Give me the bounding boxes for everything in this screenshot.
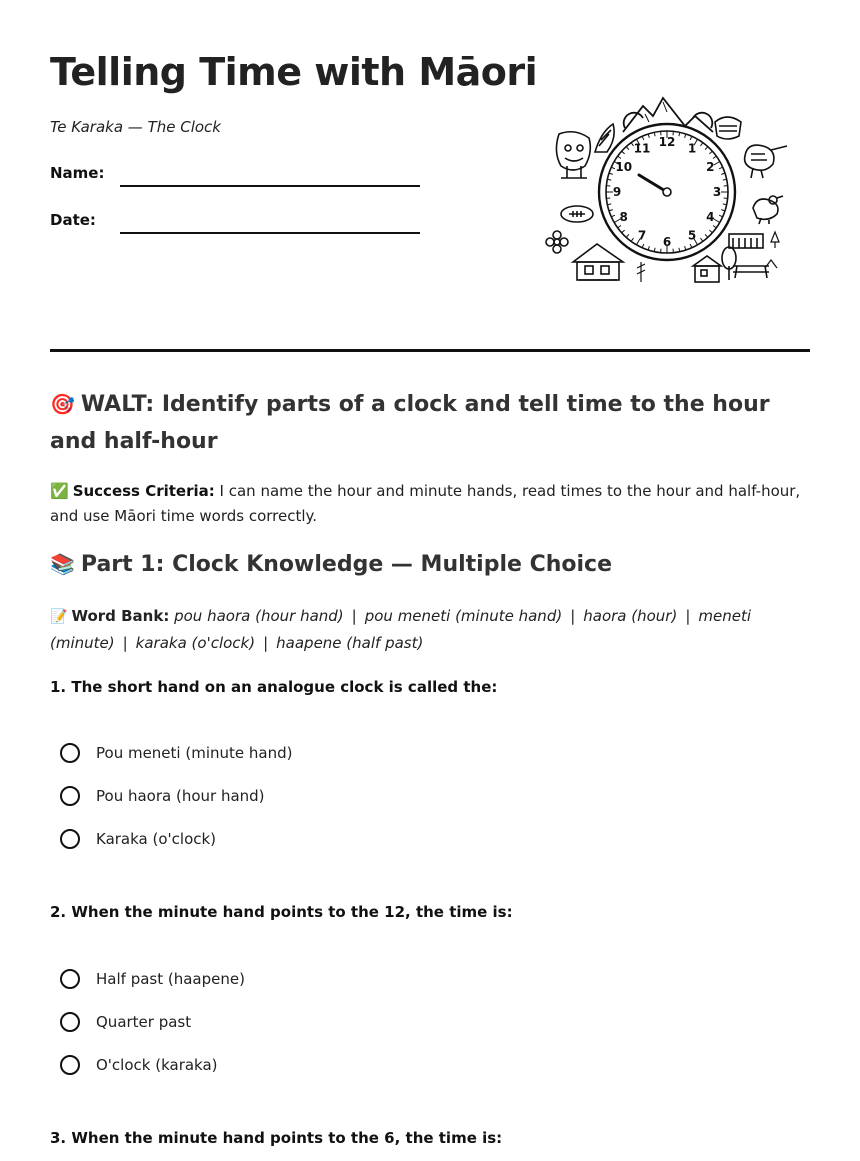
option-label: O'clock (karaka) [96, 1056, 218, 1074]
clock-tick [685, 246, 686, 250]
header-divider [50, 349, 810, 352]
option-label: Quarter past [96, 1013, 192, 1031]
clock-tick [719, 167, 723, 169]
clock-tick [609, 173, 613, 174]
clock-number: 9 [612, 185, 622, 199]
clock-tick [719, 215, 723, 217]
part1-title: Part 1: Clock Knowledge — Multiple Choice [80, 552, 612, 577]
clock-tick [709, 230, 712, 233]
clock-tick [705, 147, 708, 150]
target-icon: 🎯 [50, 392, 75, 416]
walt-text: WALT: Identify parts of a clock and tell time to the hour and half-hour [50, 392, 770, 454]
clock-tick [611, 215, 615, 217]
clock-illustration [545, 92, 795, 292]
success-criteria [50, 479, 810, 529]
clock-tick [626, 234, 629, 237]
success-text: I can name the hour and minute hands, read times to the hour and half-hour, and use Māori time words correctly. [50, 482, 801, 525]
clock-tick [685, 134, 686, 138]
q2-option-2[interactable] [60, 1009, 191, 1035]
success-label: Success Criteria: [72, 482, 215, 500]
clock-number: 7 [637, 228, 647, 243]
clock-number: 10 [615, 160, 633, 174]
page-title: Telling Time with Māori [50, 50, 538, 94]
clock-tick [648, 134, 649, 138]
clock-tick [626, 147, 629, 150]
walt-heading [50, 386, 810, 460]
clock-number: 8 [619, 210, 628, 224]
radio-button[interactable] [60, 829, 80, 849]
clock-number: 4 [706, 210, 715, 224]
name-field[interactable] [120, 185, 420, 187]
clock-number: 1 [687, 141, 697, 156]
clock-tick [713, 156, 716, 158]
clock-tick [713, 226, 716, 228]
clock-tick [648, 246, 649, 250]
clock-number: 2 [706, 160, 715, 174]
wordbank-separator: | [263, 634, 269, 652]
wordbank-term: haapene (half past) [276, 634, 424, 652]
name-label: Name: [50, 164, 105, 182]
clock-tick [631, 238, 633, 241]
option-label: Pou meneti (minute hand) [96, 744, 293, 762]
question-1: 1. The short hand on an analogue clock is called the: [50, 678, 498, 696]
clock-tick [609, 210, 613, 211]
clock-number: 3 [712, 185, 722, 199]
wordbank-term: karaka (o'clock) [135, 634, 256, 652]
clock-tick [721, 210, 725, 211]
clock-tick [642, 244, 644, 248]
clock-tick [690, 244, 692, 248]
wordbank-separator: | [351, 607, 357, 625]
clock-tick [721, 173, 725, 174]
wordbank-term: meneti (minute) [50, 607, 752, 652]
option-label: Pou haora (hour hand) [96, 787, 265, 805]
clock-tick [618, 226, 621, 228]
date-label: Date: [50, 211, 96, 229]
clock-number: 11 [633, 141, 651, 156]
clock-tick [705, 234, 708, 237]
clock-number: 6 [662, 235, 672, 249]
radio-button[interactable] [60, 1055, 80, 1075]
wordbank-label: Word Bank: [71, 607, 170, 625]
wordbank-term: haora (hour) [583, 607, 678, 625]
check-icon: ✅ [50, 482, 69, 500]
radio-button[interactable] [60, 969, 80, 989]
q1-option-3[interactable] [60, 826, 216, 852]
radio-button[interactable] [60, 1012, 80, 1032]
memo-icon: 📝 [50, 609, 68, 625]
clock-tick [701, 143, 703, 146]
books-icon: 📚 [50, 552, 75, 576]
wordbank-separator: | [570, 607, 576, 625]
q1-option-1[interactable] [60, 740, 292, 766]
option-label: Half past (haapene) [96, 970, 245, 988]
clock-tick [642, 136, 644, 140]
date-field[interactable] [120, 232, 420, 234]
question-2: 2. When the minute hand points to the 12, the time is: [50, 903, 513, 921]
wordbank-term: pou haora (hour hand) [174, 607, 344, 625]
word-bank [50, 603, 810, 656]
clock-tick [701, 238, 703, 241]
clock-number: 12 [658, 135, 676, 149]
clock-tick [690, 136, 692, 140]
clock-number: 5 [687, 228, 697, 243]
wordbank-separator: | [685, 607, 691, 625]
q1-option-2[interactable] [60, 783, 265, 809]
clock-tick [714, 162, 720, 166]
clock-tick [622, 151, 625, 154]
wordbank-separator: | [122, 634, 128, 652]
clock-tick [714, 219, 720, 223]
part1-heading [50, 552, 612, 577]
option-label: Karaka (o'clock) [96, 830, 217, 848]
wordbank-term: pou meneti (minute hand) [364, 607, 563, 625]
question-3: 3. When the minute hand points to the 6, the time is: [50, 1129, 503, 1147]
radio-button[interactable] [60, 743, 80, 763]
page-subtitle: Te Karaka — The Clock [50, 118, 221, 136]
clock-tick [622, 230, 625, 233]
q2-option-3[interactable] [60, 1052, 218, 1078]
clock-tick [618, 156, 621, 158]
radio-button[interactable] [60, 786, 80, 806]
clock-tick [709, 151, 712, 154]
q2-option-1[interactable] [60, 966, 245, 992]
